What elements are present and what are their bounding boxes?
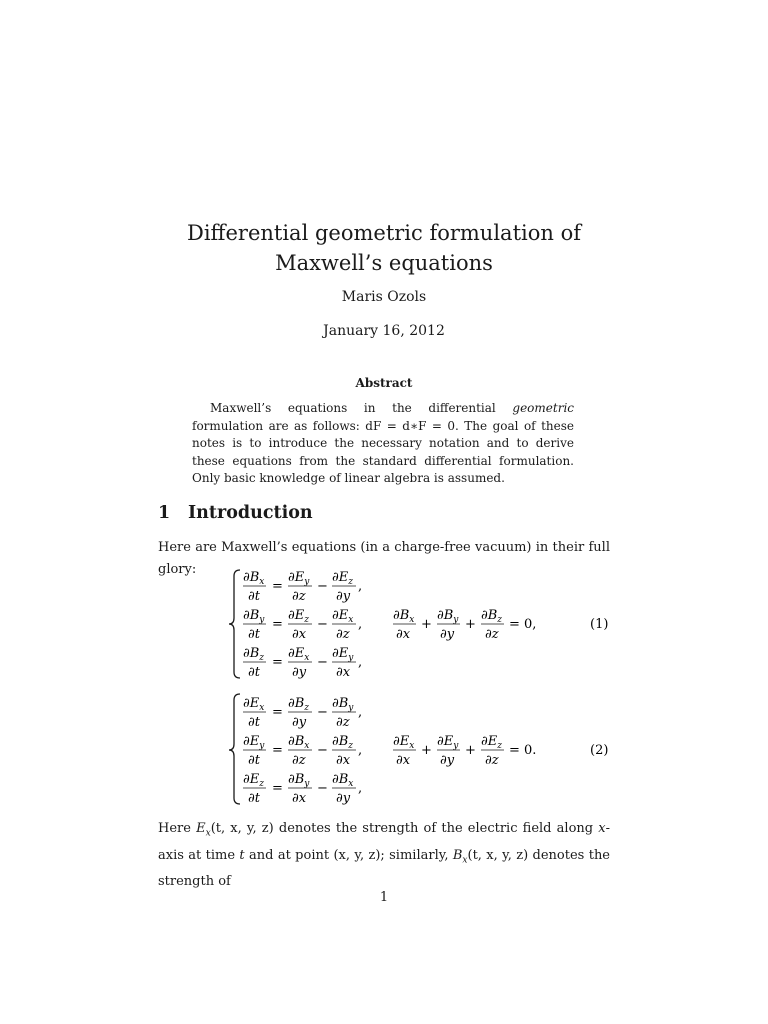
closing-part-7: t [239,847,245,863]
svg-text:∂Ez: $\partial E_z$ [481,734,502,751]
svg-text:∂x: ∂x [336,665,351,680]
closing-part-3: x [205,828,211,839]
svg-text:=: = [272,743,283,758]
svg-text:=: = [272,781,283,796]
maxwell-equations [0,560,768,815]
svg-text:−: − [317,781,328,796]
section-number: 1 [158,503,171,523]
publication-date: January 16, 2012 [323,323,445,339]
abstract-text-part-1: Maxwell’s equations in the differential [210,401,513,415]
svg-text:∂z: ∂z [292,589,306,604]
svg-text:∂Ey: $\partial E_y$ [243,734,265,751]
abstract-heading: Abstract [355,376,413,390]
svg-text:∂Ey: $\partial E_y$ [437,734,459,751]
svg-text:−: − [317,617,328,632]
abstract-text [192,400,574,488]
svg-text:,: , [358,617,363,632]
svg-text:∂Ez: $\partial E_z$ [332,570,353,587]
svg-text:∂z: ∂z [292,753,306,768]
section-heading [158,503,313,523]
svg-text:∂y: ∂y [440,627,455,642]
closing-part-11: (t, x, y, z) denotes the strength of [158,847,611,890]
closing-part-9: B [452,847,463,863]
svg-text:∂Ey: $\partial E_y$ [288,570,310,587]
closing-part-8: and at point (x, y, z); similarly, [244,847,453,863]
svg-text:∂x: ∂x [336,753,351,768]
svg-text:∂z: ∂z [336,715,350,730]
svg-text:∂z: ∂z [336,627,350,642]
svg-text:∂Bx: $\partial B_x$ [332,772,354,789]
equation-1-number: (1) [590,617,609,632]
abstract-emphasis: geometric [512,401,574,415]
equation-2-number: (2) [590,743,609,758]
svg-text:∂Ez: $\partial E_z$ [243,772,264,789]
closing-part-1: Here [158,821,197,836]
svg-text:∂z: ∂z [485,753,499,768]
svg-text:=: = [272,617,283,632]
svg-text:−: − [317,743,328,758]
svg-text:∂y: ∂y [336,791,351,806]
svg-text:,: , [358,781,363,796]
svg-text:∂Ez: $\partial E_z$ [288,608,309,625]
equation-1-rhs: = 0, [509,617,537,632]
equation-2-system [229,694,608,806]
svg-text:∂x: ∂x [292,627,307,642]
svg-text:∂Ex: $\partial E_x$ [243,696,265,713]
svg-text:∂y: ∂y [440,753,455,768]
svg-text:∂By: $\partial B_y$ [288,772,310,789]
intro-paragraph: Here are Maxwell’s equations (in a charge-free vacuum) in their full glory: [158,540,610,577]
svg-text:+: + [465,617,476,632]
svg-text:+: + [421,617,432,632]
svg-text:=: = [272,655,283,670]
closing-part-2: E [196,821,206,836]
closing-part-6: -axis at time [158,821,610,863]
svg-text:∂t: ∂t [248,753,260,768]
svg-text:∂Bz: $\partial B_z$ [288,696,310,713]
svg-text:∂t: ∂t [248,589,260,604]
svg-text:+: + [465,743,476,758]
svg-text:∂Bx: $\partial B_x$ [288,734,310,751]
svg-text:∂Bz: $\partial B_z$ [243,646,265,663]
svg-text:∂By: $\partial B_y$ [437,608,459,625]
svg-text:∂y: ∂y [292,665,307,680]
svg-text:∂Ex: $\partial E_x$ [288,646,310,663]
closing-paragraph [158,818,610,893]
svg-text:,: , [358,743,363,758]
title-line-1: Differential geometric formulation of [187,221,581,245]
svg-text:∂Ey: $\partial E_y$ [332,646,354,663]
svg-text:,: , [358,579,363,594]
svg-text:=: = [272,579,283,594]
paper-title [0,218,768,278]
svg-text:−: − [317,655,328,670]
svg-text:∂y: ∂y [292,715,307,730]
svg-text:∂t: ∂t [248,715,260,730]
section-title: Introduction [188,503,313,523]
equation-2-rhs: = 0. [509,743,537,758]
svg-text:∂Ex: $\partial E_x$ [332,608,354,625]
title-line-2: Maxwell’s equations [275,251,493,275]
svg-text:∂x: ∂x [396,753,411,768]
svg-text:∂By: $\partial B_y$ [243,608,265,625]
svg-text:,: , [358,705,363,720]
svg-text:∂t: ∂t [248,791,260,806]
svg-text:,: , [358,655,363,670]
svg-text:∂Bx: $\partial B_x$ [243,570,265,587]
page-number: 1 [379,890,389,905]
svg-text:∂Bz: $\partial B_z$ [481,608,503,625]
svg-text:+: + [421,743,432,758]
svg-text:∂Ex: $\partial E_x$ [393,734,415,751]
svg-text:∂Bz: $\partial B_z$ [332,734,354,751]
svg-text:∂t: ∂t [248,627,260,642]
svg-text:∂x: ∂x [292,791,307,806]
closing-part-4: (t, x, y, z) denotes the strength of the electric field along [210,821,599,836]
closing-part-5: x [598,821,606,836]
svg-text:∂t: ∂t [248,665,260,680]
svg-text:−: − [317,705,328,720]
svg-text:∂z: ∂z [485,627,499,642]
svg-text:=: = [272,705,283,720]
svg-text:−: − [317,579,328,594]
svg-text:∂Bx: $\partial B_x$ [393,608,415,625]
svg-text:∂By: $\partial B_y$ [332,696,354,713]
equation-1-system [229,570,608,680]
closing-part-10: x [462,855,468,866]
svg-text:∂y: ∂y [336,589,351,604]
author-name: Maris Ozols [341,289,427,305]
svg-text:∂x: ∂x [396,627,411,642]
abstract-text-part-2: formulation are as follows: dF = d∗F = 0. The goal of these notes is to introduce the necessary notation and to derive these equations from the standard differential formulation. Only basic knowledge of linear algebra is assumed. [192,418,574,485]
